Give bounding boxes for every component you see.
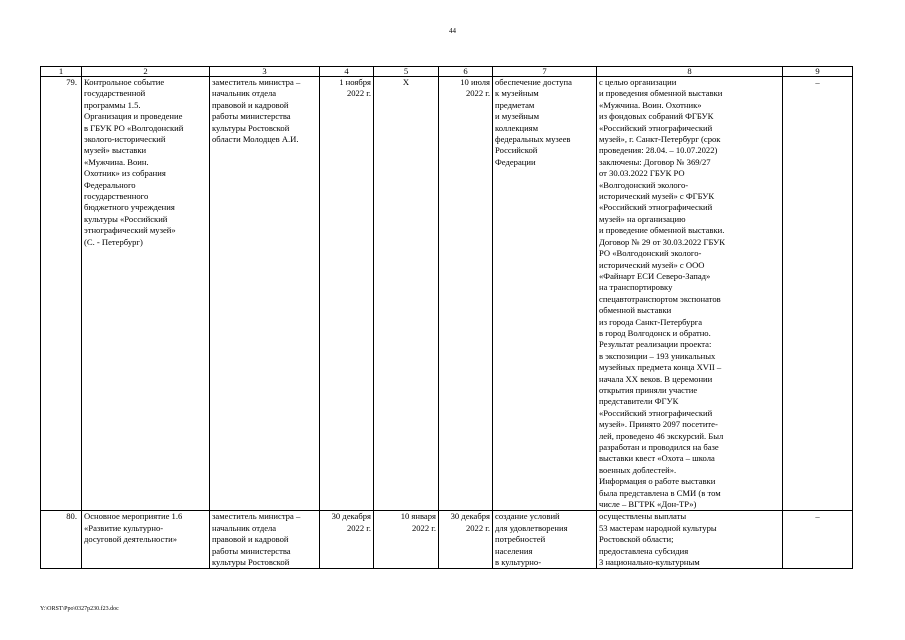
column-header: 5 [374,67,439,77]
responsible-executor: заместитель министра – начальник отдела правовой и кадровой работы министерства культуры Ростовской [210,511,320,569]
note: – [783,77,853,511]
page-number: 44 [449,27,456,35]
table-row [41,77,853,511]
column-header: 9 [783,67,853,77]
actual-result: осуществлены выплаты 53 мастерам народной культуры Ростовской области; предоставлена субсидия 3 национально-культурным [597,511,783,569]
planned-start-date: 30 декабря 2022 г. [320,511,374,569]
planned-end-date: 10 июля 2022 г. [439,77,493,511]
column-header: 3 [210,67,320,77]
planned-end-date: 30 декабря 2022 г. [439,511,493,569]
expected-result: создание условий для удовлетворения потребностей населения в культурно- [493,511,597,569]
note: – [783,511,853,569]
column-header: 1 [41,67,82,77]
column-number-row [41,67,853,77]
column-header: 6 [439,67,493,77]
row-number: 79. [41,77,82,511]
column-header: 4 [320,67,374,77]
file-path-footer: Y:\ORST\Ppo\0327p230.f23.doc [40,606,119,612]
expected-result: обеспечение доступа к музейным предметам и музейным коллекциям федеральных музеев Российской Федерации [493,77,597,511]
actual-result: с целью организации и проведения обменной выставки «Мужчина. Воин. Охотник» из фондовых собраний ФГБУК «Российский этнографический музей», г. Санкт-Петербург (срок проведения: 28.04. – 10.07.2022) заключены: Договор № 369/27 от 30.03.2022 ГБУК РО «Волгодонский эколого- исторический музей» с ФГБУК «Российский этнографический музей» на организацию и проведение обменной выставки. Договор № 29 от 30.03.2022 ГБУК РО «Волгодонский эколого- исторический музей» с ООО «Файнарт ЕСИ Северо-Запад» на транспортировку спецавтотранспортом экспонатов обменной выставки из города Санкт-Петербурга в город Волгодонск и обратно. Результат реализации проекта: в экспозиции – 193 уникальных музейных предмета конца XVII – начала XX веков. В церемонии открытия приняли участие представители ФГУК «Российский этнографический музей». Принято 2097 посетите- лей, проведено 46 экскурсий. Был разработан и проводился на базе выставки квест «Охота – школа военных доблестей». Информация о работе выставки была представлена в СМИ (в том числе – ВГТРК «Дон-ТР») [597,77,783,511]
responsible-executor: заместитель министра – начальник отдела правовой и кадровой работы министерства культуры Ростовской области Молодцев А.И. [210,77,320,511]
column-header: 2 [82,67,210,77]
column-header: 8 [597,67,783,77]
report-table [40,66,853,569]
event-title: Контрольное событие государственной программы 1.5. Организация и проведение в ГБУК РО «Волгодонский эколого-исторический музей» выставки «Мужчина. Воин. Охотник» из собрания Федерального государственного бюджетного учреждения культуры «Российский этнографический музей» (С. - Петербург) [82,77,210,511]
actual-start-date: 10 января 2022 г. [374,511,439,569]
planned-start-date: 1 ноября 2022 г. [320,77,374,511]
event-title: Основное мероприятие 1.6 «Развитие культурно- досуговой деятельности» [82,511,210,569]
actual-start-date: Х [374,77,439,511]
row-number: 80. [41,511,82,569]
table-row [41,511,853,569]
column-header: 7 [493,67,597,77]
